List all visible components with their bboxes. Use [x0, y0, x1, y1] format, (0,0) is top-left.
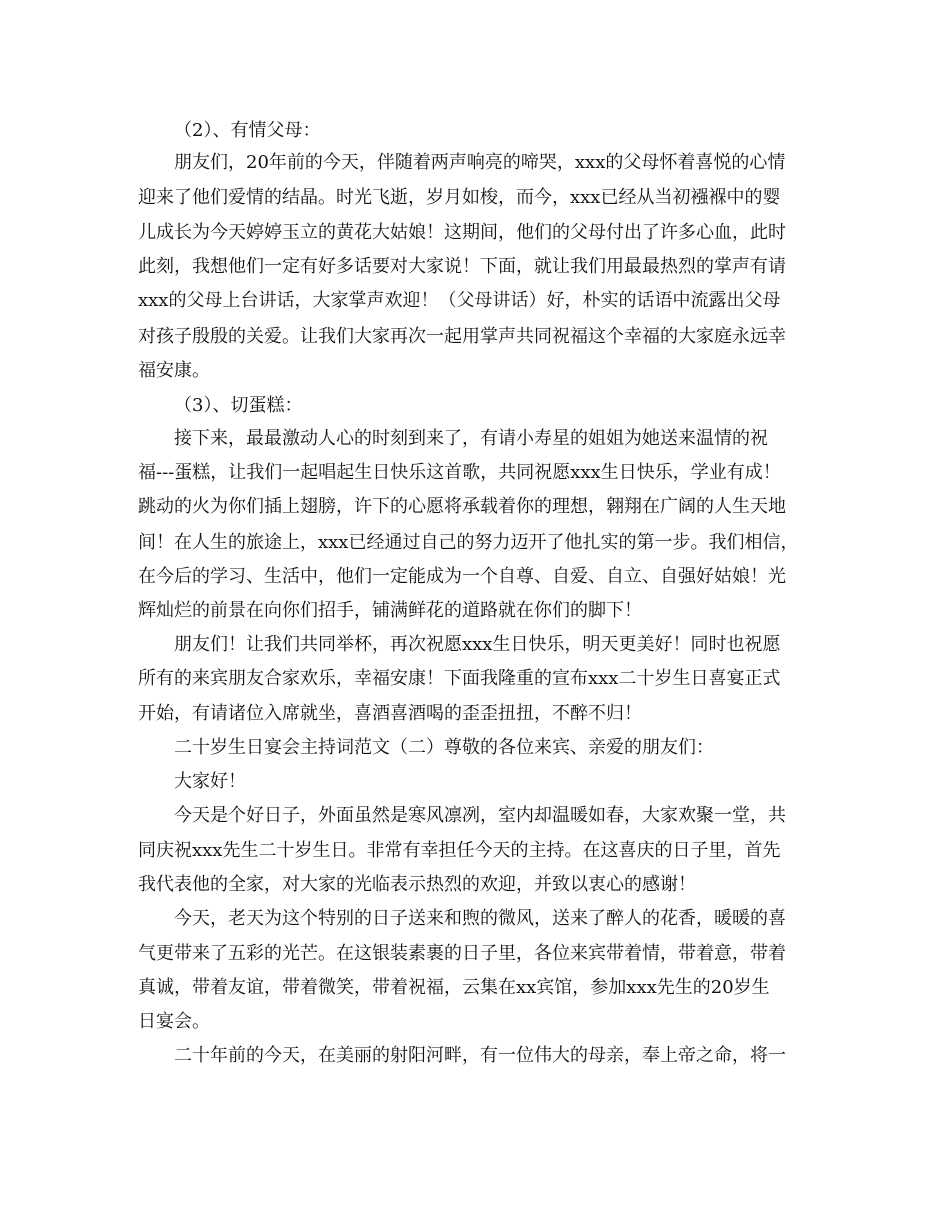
text-line: 二十岁生日宴会主持词范文（二）尊敬的各位来宾、亲爱的朋友们： — [174, 737, 714, 758]
text-line: 同庆祝xxx先生二十岁生日。非常有幸担任今天的主持。在这喜庆的日子里，首先 — [138, 840, 781, 861]
text-line: 大家好！ — [174, 771, 246, 792]
text-line: 二十年前的今天，在美丽的射阳河畔，有一位伟大的母亲，奉上帝之命，将一 — [174, 1045, 786, 1066]
text-line: 朋友们，20年前的今天，伴随着两声响亮的啼哭，xxx的父母怀着喜悦的心情 — [174, 152, 786, 173]
text-line: 真诚，带着友谊，带着微笑，带着祝福，云集在xx宾馆，参加xxx先生的20岁生 — [138, 977, 770, 998]
text-line: 福---蛋糕，让我们一起唱起生日快乐这首歌，共同祝愿xxx生日快乐，学业有成！ — [138, 462, 781, 483]
text-line: （2）、有情父母： — [174, 120, 321, 141]
text-line: 所有的来宾朋友合家欢乐，幸福安康！下面我隆重的宣布xxx二十岁生日喜宴正式 — [138, 668, 781, 689]
text-line: xxx的父母上台讲话，大家掌声欢迎！（父母讲话）好，朴实的话语中流露出父母 — [138, 290, 781, 311]
text-line: （3）、切蛋糕： — [174, 395, 303, 416]
text-line: 福安康。 — [138, 360, 210, 381]
text-line: 今天，老天为这个特别的日子送来和煦的微风，送来了醉人的花香，暖暖的喜 — [174, 908, 786, 929]
text-line: 对孩子殷殷的关爱。让我们大家再次一起用掌声共同祝福这个幸福的大家庭永远幸 — [138, 326, 786, 347]
text-line: 迎来了他们爱情的结晶。时光飞逝，岁月如梭，而今，xxx已经从当初襁褓中的婴 — [138, 187, 781, 208]
text-line: 接下来，最最激动人心的时刻到来了，有请小寿星的姐姐为她送来温情的祝 — [174, 428, 768, 449]
text-line: 间！在人生的旅途上，xxx已经通过自己的努力迈开了他扎实的第一步。我们相信， — [138, 532, 799, 553]
text-line: 辉灿烂的前景在向你们招手，铺满鲜花的道路就在你们的脚下！ — [138, 600, 642, 621]
text-line: 今天是个好日子，外面虽然是寒风凛冽，室内却温暖如春，大家欢聚一堂，共 — [174, 805, 786, 826]
text-line: 开始，有请诸位入席就坐，喜酒喜酒喝的歪歪扭扭，不醉不归！ — [138, 703, 642, 724]
text-line: 我代表他的全家，对大家的光临表示热烈的欢迎，并致以衷心的感谢！ — [138, 874, 696, 895]
text-line: 气更带来了五彩的光芒。在这银装素裹的日子里，各位来宾带着情，带着意，带着 — [138, 943, 786, 964]
text-line: 此刻，我想他们一定有好多话要对大家说！下面，就让我们用最最热烈的掌声有请 — [138, 256, 786, 277]
text-line: 儿成长为今天婷婷玉立的黄花大姑娘！这期间，他们的父母付出了许多心血，此时 — [138, 222, 786, 243]
text-line: 日宴会。 — [138, 1011, 210, 1032]
text-line: 朋友们！让我们共同举杯，再次祝愿xxx生日快乐，明天更美好！同时也祝愿 — [174, 634, 781, 655]
text-line: 跳动的火为你们插上翅膀，许下的心愿将承载着你的理想，翱翔在广阔的人生天地 — [138, 496, 786, 517]
text-line: 在今后的学习、生活中，他们一定能成为一个自尊、自爱、自立、自强好姑娘！光 — [138, 566, 786, 587]
